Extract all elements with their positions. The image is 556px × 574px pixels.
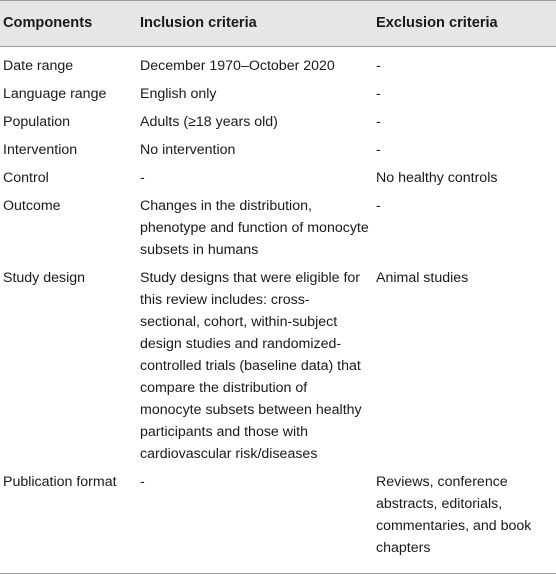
table-row-date-range bbox=[0, 47, 556, 83]
cell-inclusion: English only bbox=[140, 86, 217, 102]
cell-inclusion: - bbox=[137, 470, 373, 574]
cell-component: Intervention bbox=[3, 142, 78, 158]
table-row-publication-format bbox=[0, 470, 556, 574]
cell-exclusion: - bbox=[376, 58, 381, 74]
table-row-population bbox=[0, 110, 556, 138]
cell-component: Control bbox=[3, 170, 49, 186]
cell-inclusion: No intervention bbox=[140, 142, 236, 158]
cell-exclusion: - bbox=[376, 142, 381, 158]
table-row-control bbox=[0, 166, 556, 194]
column-header-inclusion-criteria: Inclusion criteria bbox=[137, 1, 373, 47]
cell-component: Outcome bbox=[3, 198, 61, 214]
table-row-study-design bbox=[0, 266, 556, 470]
cell-component: Population bbox=[3, 114, 71, 130]
cell-inclusion: Changes in the distribution, phenotype and function of monocyte subsets in humans bbox=[140, 198, 369, 258]
table-row-intervention bbox=[0, 138, 556, 166]
cell-inclusion: December 1970–October 2020 bbox=[140, 58, 335, 74]
cell-exclusion: - bbox=[376, 86, 381, 102]
cell-exclusion: - bbox=[376, 114, 381, 130]
cell-exclusion: Animal studies bbox=[376, 270, 469, 286]
cell-component: Study design bbox=[3, 270, 86, 286]
cell-component: Date range bbox=[3, 58, 74, 74]
table-row-language-range bbox=[0, 82, 556, 110]
cell-inclusion: Adults (≥18 years old) bbox=[140, 114, 278, 130]
cell-component: Publication format bbox=[0, 470, 137, 574]
cell-inclusion: - bbox=[140, 170, 145, 186]
cell-exclusion: No healthy controls bbox=[376, 170, 498, 186]
cell-exclusion: - bbox=[376, 198, 381, 214]
cell-inclusion: Study designs that were eligible for this review includes: cross-sectional, cohort, within-subject design studies and randomized-controlled trials (baseline data) that compare the distribution of monocyte subsets between healthy participants and those with cardiovascular risk/diseases bbox=[140, 270, 362, 462]
table-header bbox=[0, 1, 556, 47]
column-header-components: Components bbox=[0, 1, 137, 47]
cell-exclusion: Reviews, conference abstracts, editorials, commentaries, and book chapters bbox=[373, 470, 556, 574]
header-row bbox=[0, 1, 556, 47]
cell-component: Language range bbox=[3, 86, 107, 102]
column-header-exclusion-criteria: Exclusion criteria bbox=[373, 1, 556, 47]
table-body bbox=[0, 47, 556, 574]
table-row-outcome bbox=[0, 194, 556, 266]
